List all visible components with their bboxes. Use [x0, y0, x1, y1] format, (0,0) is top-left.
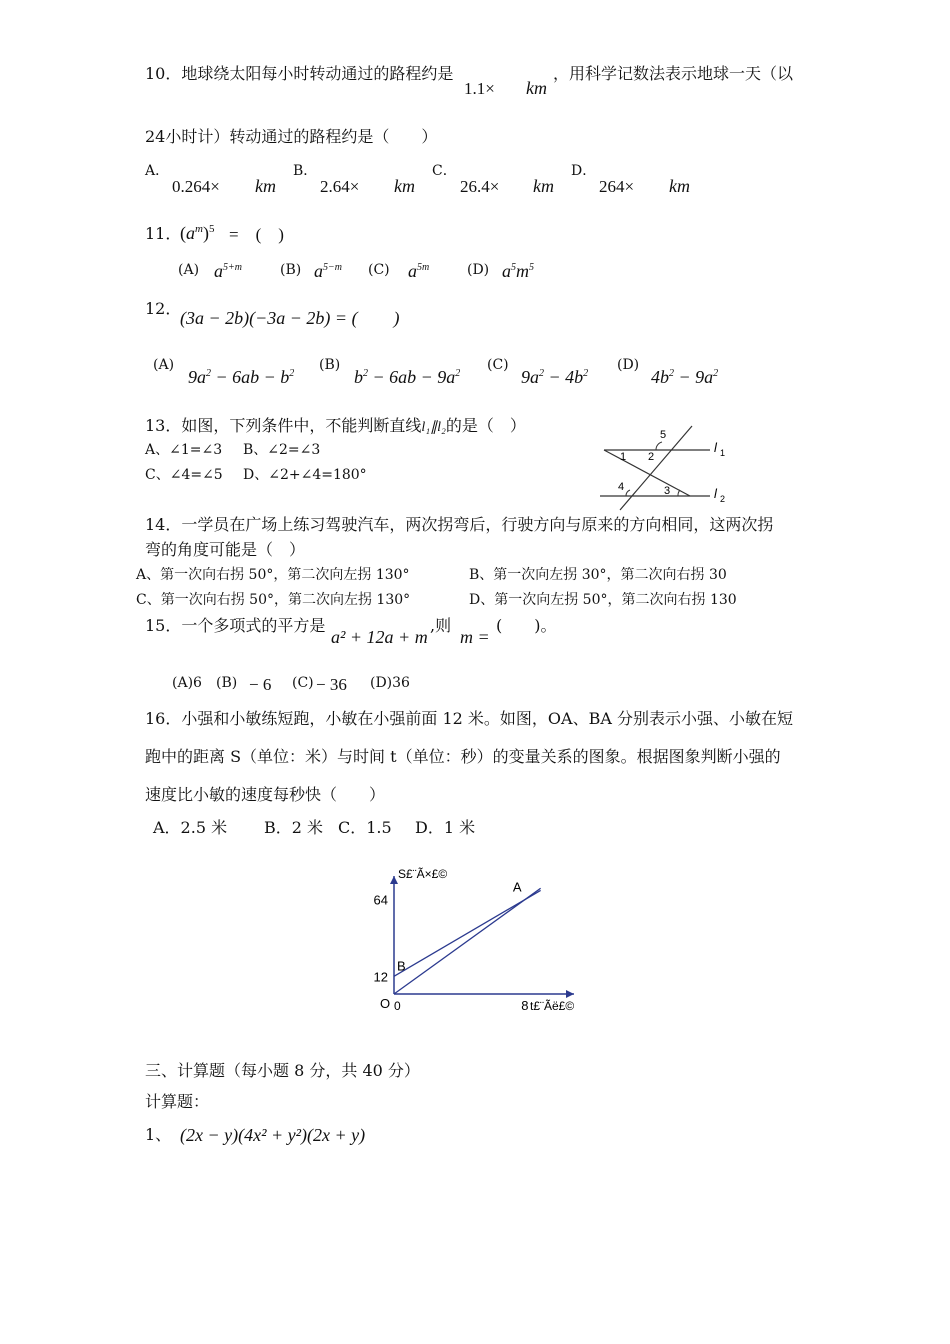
- q12-option-a: $9a^2 - 6ab - b^2$: [188, 367, 295, 387]
- q11-expr: $(a^m)^5$: [180, 223, 215, 243]
- l1-sub: 1: [720, 448, 726, 458]
- point-label-a: A: [512, 879, 522, 895]
- q10-text: 10．地球绕太阳每小时转动通过的路程约是: [145, 64, 454, 83]
- section3-item1-expr: (2x − y)(4x² + y²)(2x + y): [180, 1125, 366, 1145]
- x-tick-label-0: 0: [394, 999, 401, 1013]
- q15-option-b-value: − 6: [249, 675, 272, 694]
- q10-option-c-label: C．: [432, 163, 457, 179]
- q11-option-a: $a^{5+m}$: [214, 261, 242, 281]
- q13-text: 13．如图，下列条件中，不能判断直线l₁∥l₂的是（ ）: [145, 416, 526, 435]
- q16-line2: 跑中的距离 S（单位：米）与时间 t（单位：秒）的变量关系的图象。根据图象判断小强的: [145, 747, 781, 766]
- q10-option-b-value: 2.64×: [320, 177, 360, 196]
- q11-option-d-exp: 5: [511, 262, 516, 273]
- q12-option-a-label: (A): [153, 357, 175, 373]
- q12-expr: (3a − 2b)(−3a − 2b) = ( ): [180, 308, 400, 328]
- q11-option-b-label: (B): [280, 262, 302, 278]
- q12-option-c: $9a^2 - 4b^2$: [521, 367, 589, 387]
- q16-option-d: D．1 米: [415, 818, 476, 837]
- q16-option-b: B．2 米: [264, 818, 324, 837]
- q10-option-d-value: 264×: [599, 177, 635, 196]
- section3-sub: 计算题：: [145, 1092, 210, 1111]
- q13-l1l2: l₁∥l₂: [421, 420, 446, 435]
- q16-line1: 16．小强和小敏练短跑，小敏在小强前面 12 米。如图，OA、BA 分别表示小强、小敏在短: [145, 709, 793, 728]
- q13-option-a: A、∠1=∠3: [145, 442, 223, 458]
- q11-option-d: $a^5m^5$: [502, 261, 534, 281]
- x-axis-arrow: [566, 990, 574, 998]
- q15-m: m =: [460, 627, 490, 647]
- q11-option-c-exp: 5m: [417, 262, 430, 273]
- q11-option-b-exp: 5−m: [323, 262, 342, 273]
- angle-3-label: 3: [664, 485, 671, 497]
- q15-option-a: (A)6: [172, 675, 202, 691]
- q14-option-a: A、第一次向右拐 50°，第二次向左拐 130°: [136, 567, 410, 583]
- q12-option-d: $4b^2 - 9a^2$: [651, 367, 719, 387]
- l1-label: l: [714, 440, 717, 455]
- q15-then: ,则: [430, 616, 452, 635]
- transversal-2: [620, 426, 692, 510]
- l2-label: l: [714, 486, 717, 501]
- angle-5-label: 5: [660, 429, 667, 441]
- q15-poly: a² + 12a + m: [331, 627, 428, 647]
- q16-line3: 速度比小敏的速度每秒快（ ）: [145, 785, 386, 804]
- q13-option-d: D、∠2+∠4=180°: [243, 467, 367, 483]
- angle-4-arc: [626, 490, 630, 496]
- series-line-ba: [394, 890, 541, 976]
- angle-4-label: 4: [618, 481, 625, 493]
- q12-option-b: $b^2 - 6ab - 9a^2$: [354, 367, 461, 387]
- x-tick-label-8: 8: [521, 998, 529, 1013]
- q10-option-b-unit: km: [394, 176, 415, 196]
- q11-num: 11．: [145, 224, 182, 243]
- q14-line1: 14．一学员在广场上练习驾驶汽车，两次拐弯后，行驶方向与原来的方向相同，这两次拐: [145, 515, 774, 534]
- q10-option-d-unit: km: [669, 176, 690, 196]
- q11-option-a-label: (A): [178, 262, 200, 278]
- angle-1-label: 1: [620, 451, 627, 463]
- q11-blank: = ( ): [229, 225, 284, 244]
- q13-figure: [596, 422, 736, 514]
- q11-option-c: $a^{5m}$: [408, 261, 430, 281]
- transversal-1: [604, 450, 690, 496]
- angle-2-label: 2: [648, 451, 655, 463]
- y-tick-label-12: 12: [373, 969, 388, 985]
- q11-option-c-label: (C): [368, 262, 390, 278]
- q15-blank: ( )。: [496, 616, 557, 635]
- q14-option-d: D、第一次向左拐 50°，第二次向右拐 130: [469, 592, 737, 608]
- series-line-oa: [394, 888, 541, 994]
- y-tick-label-64: 64: [373, 892, 388, 908]
- q12-option-b-label: (B): [319, 357, 341, 373]
- q15-option-d: (D)36: [370, 675, 410, 691]
- q15-option-c-label: (C): [292, 675, 314, 691]
- q11-option-a-exp: 5+m: [223, 262, 242, 273]
- q10-text2: ，用科学记数法表示地球一天（以: [553, 64, 794, 83]
- q12-num: 12．: [145, 299, 182, 318]
- q15-option-b-label: (B): [216, 675, 238, 691]
- q16-option-a: A．2.5 米: [153, 818, 228, 837]
- q14-option-c: C、第一次向右拐 50°，第二次向左拐 130°: [136, 592, 411, 608]
- q12-option-d-label: (D): [617, 357, 640, 373]
- q10-value: 1.1×: [464, 79, 495, 98]
- q11-option-b: $a^{5-m}$: [314, 261, 342, 281]
- q10-option-a-label: A．: [145, 163, 170, 179]
- q10-option-a-value: 0.264×: [172, 177, 220, 196]
- q14-line2: 弯的角度可能是（ ）: [145, 540, 306, 559]
- y-axis-arrow: [390, 876, 398, 884]
- section3-heading: 三、计算题（每小题 8 分，共 40 分）: [145, 1061, 420, 1080]
- q10-option-c-value: 26.4×: [460, 177, 500, 196]
- q10-option-a-unit: km: [255, 176, 276, 196]
- q13-option-b: B、∠2=∠3: [243, 442, 321, 458]
- q10-unit: km: [526, 78, 547, 98]
- q15-text: 15．一个多项式的平方是: [145, 616, 326, 635]
- q15-option-c-value: − 36: [316, 675, 347, 694]
- q10-option-d-label: D．: [571, 163, 597, 179]
- l2-sub: 2: [720, 494, 726, 504]
- q10-line2: 24小时计）转动通过的路程约是（ ）: [145, 127, 438, 146]
- y-axis-label: S£¨Ã×£©: [398, 867, 448, 881]
- angle-3-arc: [678, 490, 680, 496]
- q16-option-c: C．1.5: [338, 818, 392, 837]
- q12-option-c-label: (C): [487, 357, 509, 373]
- point-label-b: B: [397, 958, 406, 974]
- section3-item1-num: 1、: [145, 1125, 172, 1144]
- origin-label: O: [380, 996, 391, 1011]
- q14-option-b: B、第一次向左拐 30°，第二次向右拐 30: [469, 567, 727, 583]
- x-axis-label: t£¨Ãë£©: [530, 999, 575, 1013]
- angle-5-arc: [656, 442, 662, 450]
- q10-option-b-label: B．: [293, 163, 318, 179]
- q13-option-c: C、∠4=∠5: [145, 467, 223, 483]
- q11-option-d-label: (D): [467, 262, 490, 278]
- q10-option-c-unit: km: [533, 176, 554, 196]
- distance-time-chart: [350, 860, 600, 1020]
